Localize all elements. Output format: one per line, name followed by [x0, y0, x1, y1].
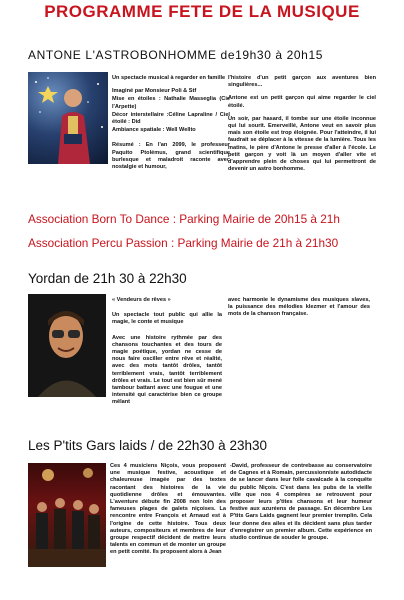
yordan-description-left [112, 297, 222, 413]
antone-text-3: Mise en étoiles : Nathalie Masseglia (Cie l'Arpette) [112, 96, 230, 110]
yordan-text-4: avec harmonie le dynamisme des musiques slaves, la puissance des mélodies klezmer et l'amour des mots de la chanson française. [228, 297, 370, 318]
page-title: PROGRAMME FETE DE LA MUSIQUE [44, 2, 360, 21]
antone-text-2: Imaginé par Monsieur Poli & Stf [112, 88, 197, 95]
ptits-gars-text-2: -David, professeur de contrebasse au conservatoire de Cagnes et à Romain, percussionniste autodidacte de se lancer dans leur folle cavalcade à la conquête du public Niçois. C'est dans les pubs de la vieille ville que nos 4 compères se retrouvent pour proposer leurs p'tites chansons et leur humeur festive aux azuréens de passage. En décembre Les P'tits Gars Laids gagnent leur premier tremplin. Cela leur donne des ailes et ils décident sans plus tarder d'enregistrer un premier album. Cette expérience en studio continue de souder le groupe. [230, 463, 372, 542]
yordan-photo [28, 294, 106, 397]
association-born-to-dance: Association Born To Dance : Parking Mairie de 20h15 à 21h [28, 212, 340, 226]
ptits-gars-description-left [110, 463, 226, 563]
association-percu-passion: Association Percu Passion : Parking Mairie de 21h à 21h30 [28, 236, 339, 250]
yordan-description-right [228, 297, 370, 325]
antone-description-right [228, 75, 376, 179]
antone-description-left [112, 75, 230, 177]
band-stage-illustration [28, 463, 106, 567]
yordan-portrait-illustration [28, 294, 106, 397]
antone-photo [28, 72, 108, 164]
antone-text-1: Un spectacle musical à regarder en famille [112, 75, 226, 81]
antone-text-7: l'histoire d'un petit garçon aux aventures bien singulières... [228, 75, 376, 89]
yordan-text-2: Un spectacle tout public qui allie la magie, le conte et musique [112, 312, 222, 326]
antone-text-8: Antone est un petit garçon qui aime regarder le ciel étoilé. [228, 95, 376, 109]
section-heading-ptits-gars-laids: Les P'tits Gars laids / de 22h30 à 23h30 [28, 438, 267, 453]
antone-text-5: Ambiance spatiale : Well Wellto [112, 127, 196, 134]
antone-performer-illustration [28, 72, 108, 164]
ptits-gars-laids-photo [28, 463, 106, 567]
ptits-gars-text-1: Ces 4 musiciens Niçois, vous proposent une musique festive, acoustique et chaleureuse imagée par des textes racontant des histoires de la vie quotidienne drôles et émouvantes. L'aventure débute fin 2008 non loin des fameuses plages de galets niçoises. La rencontre entre François et Arnaud est à l'origine de cette histoire. Tous deux auteurs, compositeurs et membres de leur groupe respectif décident de mettre leurs talents en commun et de monter un groupe en petit comité. Ils proposent alors à Jean [110, 463, 226, 556]
antone-text-9: Un soir, par hasard, il tombe sur une étoile inconnue qui lui sourit. Emerveillé, Antone veut en savoir plus mais son étoile est trop éloignée. Pour l'atteindre, il lui faudrait se déplacer à la vitesse de la lumière. Tous les matins, le père d'Antone le presse d'aller à l'école. Le petit garçon y voit là un moyen d'aller vite et d'apprendre plein de choses qui lui permettront de devenir un astro bonhomme. [228, 115, 376, 173]
ptits-gars-description-right [230, 463, 372, 548]
yordan-text-3: Avec une histoire rythmée par des chansons touchantes et des tours de magie poétique, yordan ne cesse de nous faire osciller entre rêve et réalité, avec des mots tantôt drôles, tantôt terriblement vrais, tantôt terriblement drôles et vrais. Le tout est bien sûr mené tambour battant avec une fougue et une intensité qui caractérise bien ce groupe mêlant [112, 334, 222, 406]
antone-text-4: Décor interstellaire :Céline Lapraline / Ciel étoilé : Did [112, 111, 230, 126]
yordan-text-1: « Vendeurs de rêves » [112, 297, 171, 303]
antone-text-6: Résumé : En l'an 2099, le professeur Paquito Ptolémus, grand scientifique burlesque et maladroit raconte avec nostalgie et humour, [112, 142, 230, 171]
section-heading-antone: ANTONE L'ASTROBONHOMME de19h30 à 20h15 [28, 48, 323, 62]
section-heading-yordan: Yordan de 21h 30 à 22h30 [28, 271, 187, 286]
